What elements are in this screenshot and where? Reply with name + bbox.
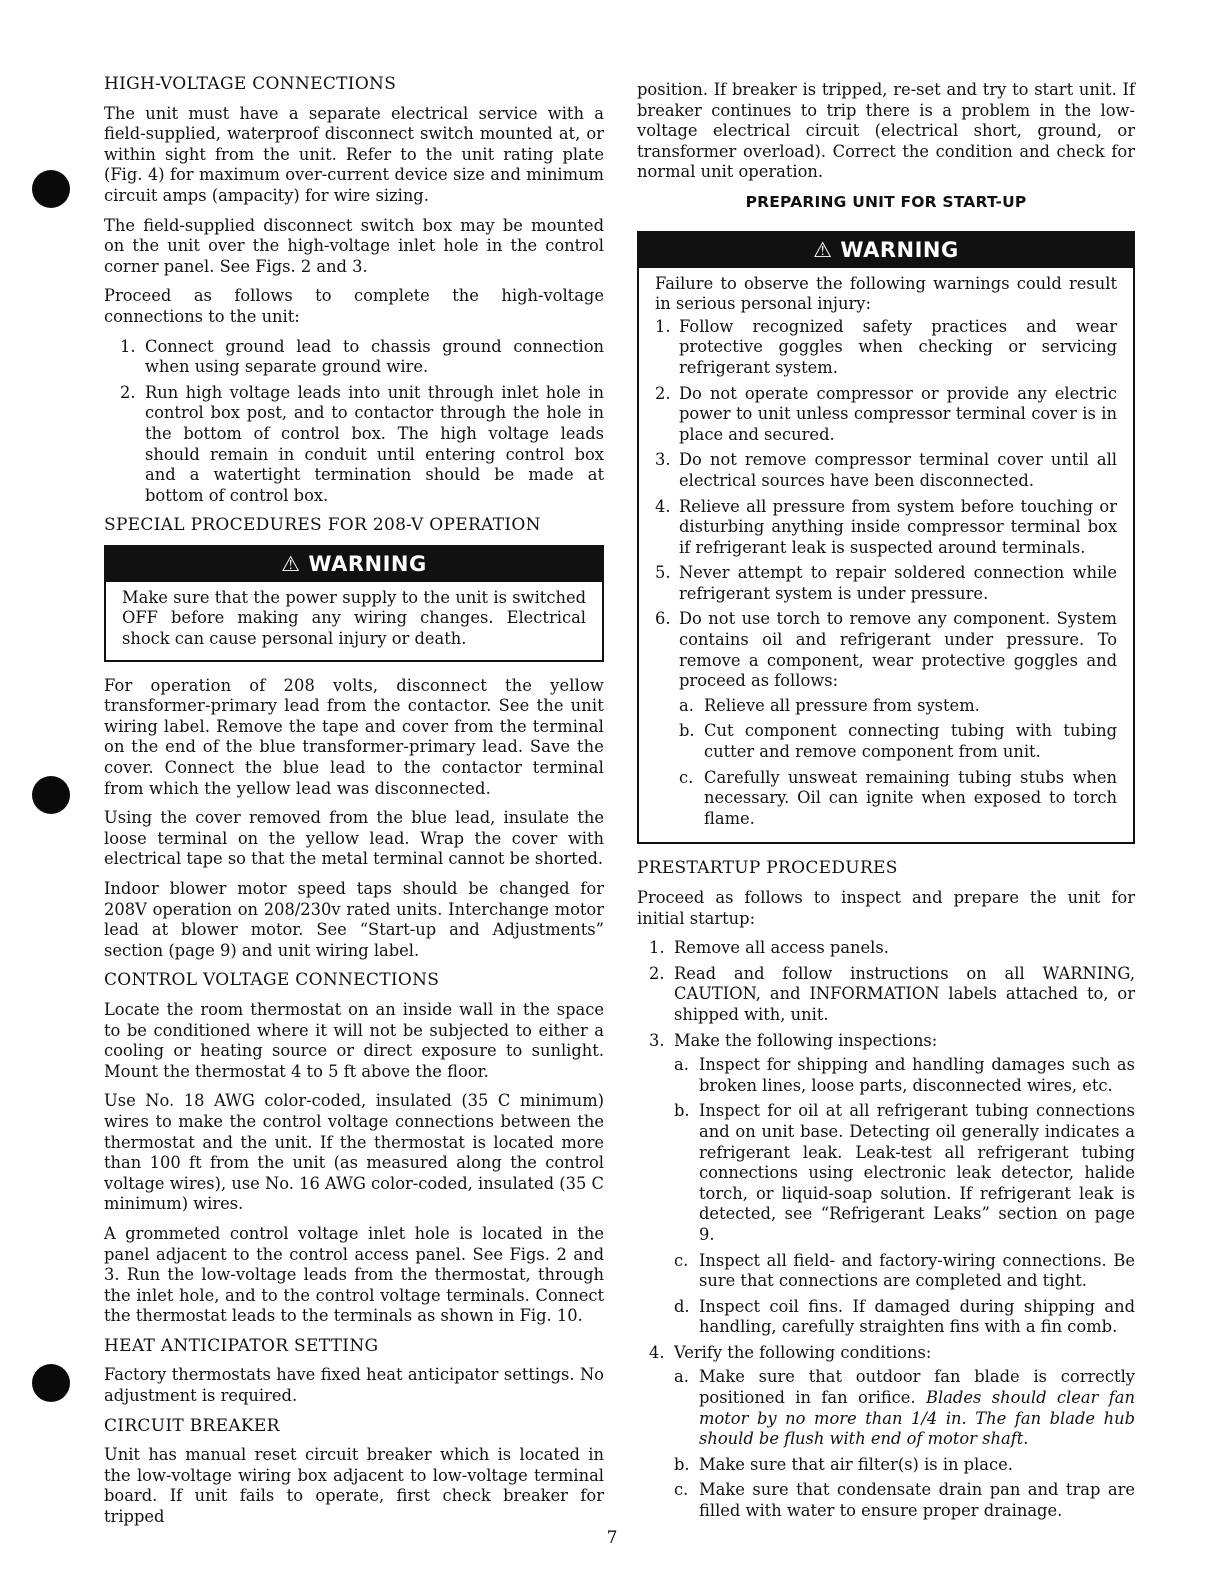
warning-text: Make sure that the power supply to the unit is switched OFF before making any wiring changes. Electrical shock can cause personal injury or death. — [122, 587, 586, 649]
list-item — [674, 1251, 1135, 1292]
list-item — [655, 317, 1117, 379]
item-text: Make sure that condensate drain pan and trap are filled with water to ensure proper drainage. — [699, 1480, 1135, 1521]
paragraph: Locate the room thermostat on an inside wall in the space to be conditioned where it will not be subjected to either a cooling or heating source or direct exposure to sunlight. Mount the thermostat 4 to 5 ft above the floor. — [104, 999, 604, 1081]
list-item — [674, 1297, 1135, 1338]
binder-hole-top — [32, 170, 70, 208]
warning-text: Failure to observe the following warnings could result in serious personal injury: — [655, 273, 1117, 314]
item-number: 3. — [655, 450, 671, 470]
item-text: Remove all access panels. — [674, 938, 889, 958]
warning-box-safety — [637, 231, 1135, 845]
item-text: Follow recognized safety practices and wear protective goggles when checking or servicing refrigerant system. — [679, 316, 1117, 377]
item-letter: b. — [674, 1454, 690, 1474]
item-letter: a. — [674, 1367, 689, 1387]
left-column — [104, 74, 604, 1537]
item-text: Make sure that air filter(s) is in place. — [699, 1454, 1013, 1474]
item-number: 2. — [655, 383, 671, 403]
item-text: Do not operate compressor or provide any electric power to unit unless compressor terminal cover is in place and secured. — [679, 383, 1117, 444]
item-letter: c. — [674, 1250, 689, 1270]
right-column — [637, 80, 1135, 1531]
inspection-sublist — [674, 1055, 1135, 1338]
paragraph: Proceed as follows to complete the high-voltage connections to the unit: — [104, 286, 604, 326]
paragraph: Indoor blower motor speed taps should be changed for 208V operation on 208/230v rated units. Interchange motor lead at blower motor. See “Start-up and Adjustments” section (page 9) and unit wiring label. — [104, 879, 604, 960]
list-item — [104, 383, 604, 507]
item-text: Cut component connecting tubing with tubing cutter and remove component from unit. — [704, 721, 1117, 762]
item-text-italic: Blades should clear fan motor by no more than 1/4 in. The fan blade hub should be flush with end of motor shaft. — [699, 1388, 1136, 1449]
section-heading-208v: SPECIAL PROCEDURES FOR 208-V OPERATION — [104, 515, 541, 536]
list-item — [637, 1031, 1135, 1338]
item-text: Make the following inspections: — [674, 1030, 938, 1050]
item-letter: a. — [674, 1055, 689, 1075]
high-voltage-steps — [104, 337, 604, 507]
list-item — [674, 1455, 1135, 1476]
list-item — [674, 1480, 1135, 1521]
item-letter: c. — [674, 1480, 689, 1500]
section-heading-preparing-startup: PREPARING UNIT FOR START-UP — [745, 192, 1027, 211]
item-number: 5. — [655, 563, 671, 583]
item-text: Inspect for oil at all refrigerant tubing connections and on unit base. Detecting oil generally indicates a refrigerant leak. Leak-test all refrigerant tubing connections using electronic leak detector, halide torch, or liquid-soap solution. If refrigerant leak is detected, see “Refrigerant Leaks” section on page 9. — [699, 1101, 1135, 1244]
item-text: Read and follow instructions on all WARNING, CAUTION, and INFORMATION labels attached to, or shipped with, unit. — [674, 963, 1135, 1024]
paragraph: Using the cover removed from the blue lead, insulate the loose terminal on the yellow lead. Wrap the cover with electrical tape so that the metal terminal cannot be shorted. — [104, 808, 604, 869]
item-text: Verify the following conditions: — [674, 1342, 932, 1362]
item-text: Relieve all pressure from system. — [704, 695, 980, 715]
list-item — [674, 1367, 1135, 1449]
item-letter: b. — [674, 1101, 690, 1121]
paragraph: The field-supplied disconnect switch box may be mounted on the unit over the high-voltage inlet hole in the control corner panel. See Figs. 2 and 3. — [104, 215, 604, 276]
item-number: 6. — [655, 609, 671, 629]
item-letter: d. — [674, 1296, 690, 1316]
paragraph: position. If breaker is tripped, re-set and try to start unit. If breaker continues to trip there is a problem in the low-voltage electrical circuit (electrical short, ground, or transformer overload). Correct the condition and check for normal unit operation. — [637, 80, 1135, 182]
section-heading-heat-anticipator: HEAT ANTICIPATOR SETTING — [104, 1335, 379, 1356]
item-text: Run high voltage leads into unit through inlet hole in control box post, and to contactor through the hole in the bottom of control box. The high voltage leads should remain in conduit until entering control box and a watertight termination should be made at bottom of control box. — [145, 382, 604, 505]
section-heading-control-voltage: CONTROL VOLTAGE CONNECTIONS — [104, 970, 440, 991]
item-letter: c. — [679, 767, 694, 787]
item-number: 2. — [120, 382, 136, 402]
list-item — [655, 384, 1117, 446]
item-number: 1. — [649, 938, 665, 958]
binder-hole-bottom — [32, 1364, 70, 1402]
item-text: Never attempt to repair soldered connection while refrigerant system is under pressure. — [679, 563, 1117, 603]
paragraph: Factory thermostats have fixed heat anticipator settings. No adjustment is required. — [104, 1365, 604, 1406]
list-item — [679, 696, 1117, 717]
item-number: 1. — [120, 336, 136, 356]
item-number: 1. — [655, 316, 671, 336]
list-item — [679, 721, 1117, 762]
item-text: Inspect for shipping and handling damages such as broken lines, loose parts, disconnected wires, etc. — [699, 1055, 1135, 1095]
paragraph: A grommeted control voltage inlet hole is located in the panel adjacent to the control access panel. See Figs. 2 and 3. Run the low-voltage leads from the thermostat, through the inlet hole, and to the control voltage terminals. Connect the thermostat leads to the terminals as shown in Fig. 10. — [104, 1223, 604, 1326]
section-heading-prestartup: PRESTARTUP PROCEDURES — [637, 858, 898, 879]
item-number: 3. — [649, 1030, 665, 1050]
item-number: 2. — [649, 963, 665, 983]
prestartup-steps — [637, 938, 1135, 1521]
item-text: Carefully unsweat remaining tubing stubs when necessary. Oil can ignite when exposed to torch flame. — [704, 767, 1117, 828]
section-heading-circuit-breaker: CIRCUIT BREAKER — [104, 1415, 280, 1436]
warning-box-power — [104, 545, 604, 662]
warning-list — [655, 317, 1117, 830]
list-item — [674, 1101, 1135, 1245]
paragraph: For operation of 208 volts, disconnect the yellow transformer-primary lead from the contactor. See the unit wiring label. Remove the tape and cover from the terminal on the end of the blue transformer-primary lead. Save the cover. Connect the blue lead to the contactor terminal from which the yellow lead was disconnected. — [104, 675, 604, 798]
paragraph: Use No. 18 AWG color-coded, insulated (35 C minimum) wires to make the control voltage connections between the thermostat and the unit. If the thermostat is located more than 100 ft from the unit (as measured along the control voltage wires), use No. 16 AWG color-coded, insulated (35 C minimum) wires. — [104, 1091, 604, 1214]
section-heading-high-voltage: HIGH-VOLTAGE CONNECTIONS — [104, 74, 397, 94]
paragraph: The unit must have a separate electrical service with a field-supplied, waterproof disconnect switch mounted at, or within sight from the unit. Refer to the unit rating plate (Fig. 4) for maximum over-current device size and minimum circuit amps (ampacity) for wire sizing. — [104, 103, 604, 205]
list-item — [655, 497, 1117, 559]
list-item — [655, 450, 1117, 491]
item-text: Do not use torch to remove any component. System contains oil and refrigerant under pressure. To remove a component, wear protective goggles and proceed as follows: — [679, 609, 1117, 691]
warning-banner: ⚠ WARNING — [106, 547, 602, 582]
binder-hole-middle — [32, 776, 70, 814]
conditions-sublist — [674, 1367, 1135, 1521]
page-number: 7 — [606, 1528, 618, 1548]
item-number: 4. — [655, 496, 671, 516]
paragraph: Proceed as follows to inspect and prepare the unit for initial startup: — [637, 888, 1135, 928]
paragraph: Unit has manual reset circuit breaker which is located in the low-voltage wiring box adjacent to low-voltage terminal board. If unit fails to operate, first check breaker for tripped — [104, 1445, 604, 1527]
list-item — [674, 1055, 1135, 1096]
item-letter: a. — [679, 695, 694, 715]
item-text: Inspect all field- and factory-wiring connections. Be sure that connections are completed and tight. — [699, 1250, 1135, 1291]
list-item — [637, 964, 1135, 1026]
list-item — [637, 1343, 1135, 1522]
item-letter: b. — [679, 721, 695, 741]
item-text: Relieve all pressure from system before touching or disturbing anything inside compressor terminal box if refrigerant leak is suspected around terminals. — [679, 496, 1117, 557]
list-item — [104, 337, 604, 378]
item-text: Make sure that outdoor fan blade is correctly positioned in fan orifice. — [699, 1367, 1135, 1408]
item-number: 4. — [649, 1342, 665, 1362]
list-item — [679, 768, 1117, 830]
item-text: Do not remove compressor terminal cover until all electrical sources have been disconnected. — [679, 450, 1117, 490]
item-text: Connect ground lead to chassis ground connection when using separate ground wire. — [145, 336, 604, 377]
list-item — [655, 609, 1117, 829]
list-item — [637, 938, 1135, 959]
item-text: Inspect coil fins. If damaged during shipping and handling, carefully straighten fins with a fin comb. — [699, 1296, 1135, 1337]
warning-sublist — [679, 696, 1117, 830]
warning-banner: ⚠ WARNING — [639, 233, 1133, 268]
list-item — [655, 563, 1117, 604]
